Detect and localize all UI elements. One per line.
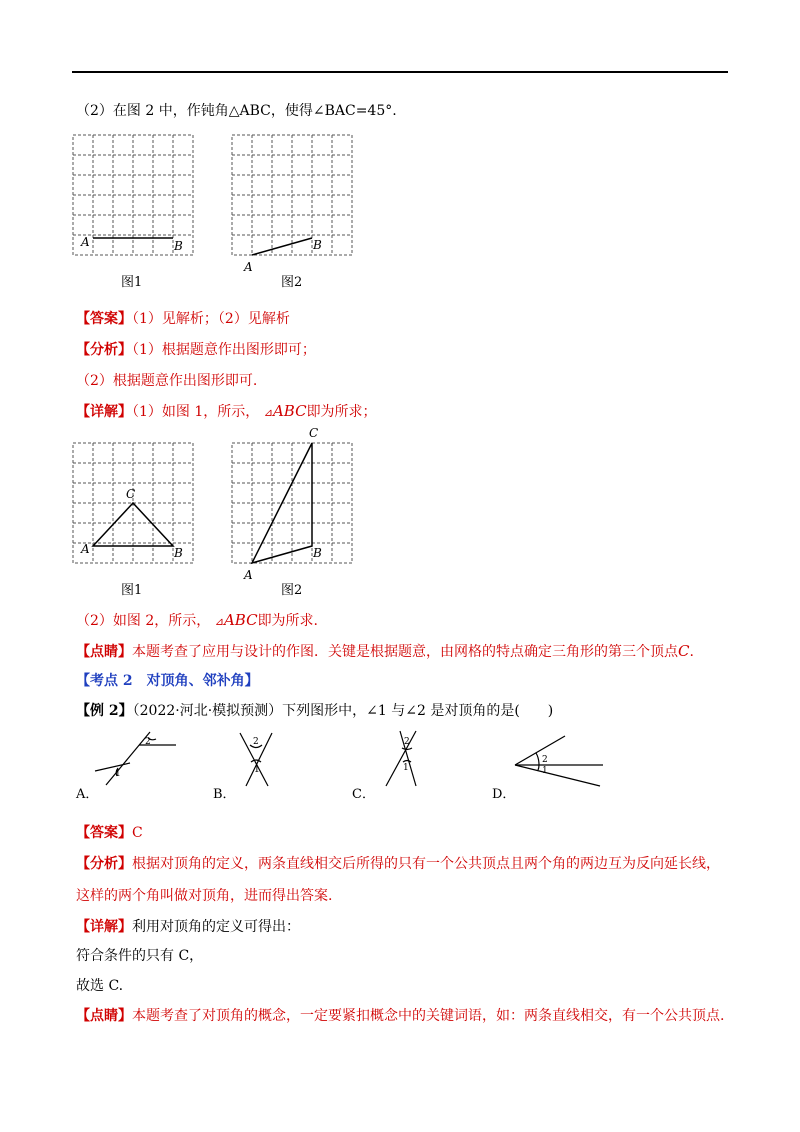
point-B-label: B xyxy=(174,546,183,560)
figure-1-caption: 图1 xyxy=(121,583,143,598)
question-part-2: （2）在图 2 中，作钝角△ABC，使得∠BAC=45°. xyxy=(76,103,397,119)
option-C-label: C． xyxy=(352,787,375,802)
point-B-label: B xyxy=(313,546,322,560)
svg-text:1: 1 xyxy=(542,766,548,776)
option-B-label: B． xyxy=(213,787,236,802)
detail-2-line3: 故选 C. xyxy=(76,978,124,994)
svg-text:1: 1 xyxy=(115,769,121,779)
analysis-2-line2: 这样的两个角叫做对顶角，进而得出答案. xyxy=(76,888,333,904)
svg-text:1: 1 xyxy=(254,765,260,775)
svg-text:2: 2 xyxy=(253,737,259,747)
figure-2-caption: 图2 xyxy=(281,583,303,598)
answer-2: 【答案】C xyxy=(76,825,143,841)
point-A-label: A xyxy=(81,542,90,556)
option-A-label: A． xyxy=(76,787,99,802)
example-2: 【例 2】（2022·河北·模拟预测）下列图形中，∠1 与∠2 是对顶角的是( ) xyxy=(76,703,554,719)
point-C-label: C xyxy=(309,426,319,440)
point-B-label: B xyxy=(313,238,322,252)
analysis-2: 【分析】根据对顶角的定义，两条直线相交后所得的只有一个公共顶点且两个角的两边互为反向延长线， xyxy=(76,856,720,872)
section-heading-2: 【考点 2 对顶角、邻补角】 xyxy=(76,673,259,689)
detail-2: 【详解】利用对顶角的定义可得出： xyxy=(76,919,300,935)
analysis-1-line2: （2）根据题意作出图形即可. xyxy=(76,373,258,389)
option-D-label: D． xyxy=(492,787,516,802)
point-C-label: C xyxy=(126,487,136,501)
comment-1: 【点睛】本题考查了应用与设计的作图．关键是根据题意，由网格的特点确定三角形的第三个顶点C. xyxy=(76,642,694,660)
detail-1-part2: （2）如图 2，所示， ⊿ABC即为所求. xyxy=(76,611,319,629)
svg-text:1: 1 xyxy=(403,763,409,773)
point-A-label: A xyxy=(244,568,253,582)
point-B-label: B xyxy=(174,239,183,253)
detail-1: 【详解】（1）如图 1，所示， ⊿ABC即为所求； xyxy=(76,402,377,420)
svg-text:2: 2 xyxy=(145,737,151,747)
detail-2-line2: 符合条件的只有 C， xyxy=(76,948,204,964)
figure-1-caption: 图1 xyxy=(121,275,143,290)
figure-2-caption: 图2 xyxy=(281,275,303,290)
svg-text:2: 2 xyxy=(404,737,410,747)
svg-text:2: 2 xyxy=(542,755,548,765)
analysis-1: 【分析】（1）根据题意作出图形即可； xyxy=(76,342,316,358)
comment-2: 【点睛】本题考查了对顶角的概念，一定要紧扣概念中的关键词语，如：两条直线相交，有一个公共顶点. xyxy=(76,1008,725,1024)
answer-1: 【答案】（1）见解析；（2）见解析 xyxy=(76,311,290,327)
point-A-label: A xyxy=(244,260,253,274)
point-A-label: A xyxy=(81,235,90,249)
